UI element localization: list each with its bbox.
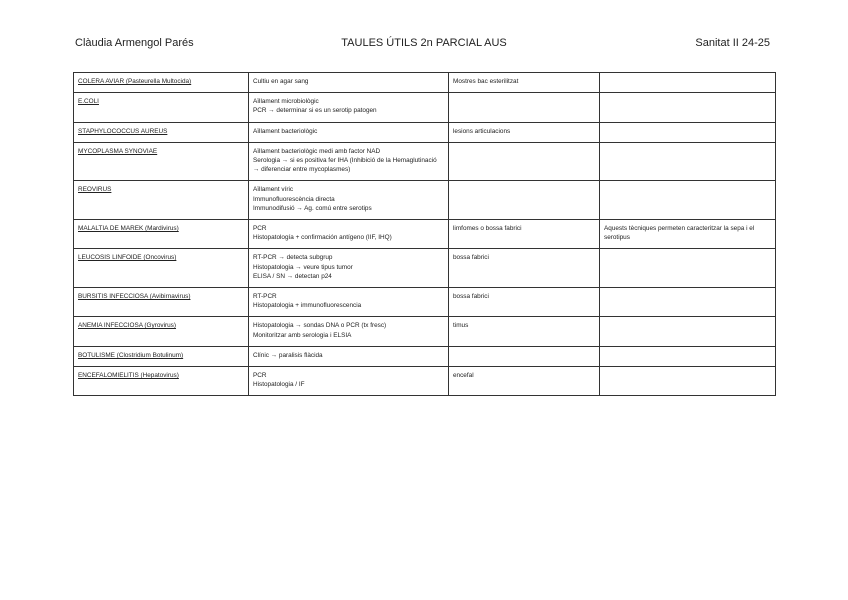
disease-name-cell: ANEMIA INFECCIOSA (Gyrovirus) [74,317,249,346]
note-cell [600,367,776,396]
disease-name-cell: BOTULISME (Clostridium Botulinum) [74,346,249,366]
note-cell [600,317,776,346]
disease-name-cell: COLERA AVIAR (Pasteurella Multocida) [74,73,249,93]
diagnosis-cell: PCR Histopatologia / IF [249,367,449,396]
table-row [74,220,776,249]
diagnosis-cell: Aïllament microbiològic PCR → determinar si es un serotip patogen [249,93,449,122]
note-cell [600,346,776,366]
header-course: Sanitat II 24-25 [695,37,770,49]
diagnosis-cell: Aïllament bacteriològic medi amb factor NAD Serologia → si es positiva fer IHA (Inhibició de la Hemaglutinació → diferenciar entre mycoplasmes) [249,142,449,181]
table-row [74,317,776,346]
sample-cell [449,93,600,122]
note-cell [600,181,776,220]
disease-name-cell: ENCEFALOMIELITIS (Hepatovirus) [74,367,249,396]
sample-cell [449,142,600,181]
disease-name-cell: REOVIRUS [74,181,249,220]
sample-cell: limfomes o bossa fabrici [449,220,600,249]
table-row [74,93,776,122]
disease-name-cell: MALALTIA DE MAREK (Mardivirus) [74,220,249,249]
diagnosis-cell: Clínic → paralisis flàcida [249,346,449,366]
sample-cell [449,181,600,220]
diagnosis-cell: Aïllament bacteriològic [249,122,449,142]
sample-cell: bossa fabrici [449,288,600,317]
note-cell [600,142,776,181]
table-row [74,346,776,366]
disease-name-cell: E.COLI [74,93,249,122]
diagnosis-cell: Histopatologia → sondas DNA o PCR (tx fresc) Monitoritzar amb serologia i ELSIA [249,317,449,346]
sample-cell: lesions articulacions [449,122,600,142]
table-body [74,73,776,396]
sample-cell: timus [449,317,600,346]
note-cell [600,73,776,93]
sample-cell: Mostres bac esterilitzat [449,73,600,93]
table-row [74,142,776,181]
note-cell [600,122,776,142]
note-cell: Aquests tècniques permeten caracteritzar la sepa i el serotipus [600,220,776,249]
table-row [74,181,776,220]
header-title: TAULES ÚTILS 2n PARCIAL AUS [341,37,507,49]
disease-name-cell: LEUCOSIS LINFOIDE (Oncovirus) [74,249,249,288]
disease-name-cell: STAPHYLOCOCCUS AUREUS [74,122,249,142]
sample-cell [449,346,600,366]
header-author: Clàudia Armengol Parés [75,37,194,49]
diagnosis-cell: Cultiu en agar sang [249,73,449,93]
diagnostics-table [73,72,776,396]
table-row [74,122,776,142]
note-cell [600,93,776,122]
sample-cell: bossa fabrici [449,249,600,288]
table-row [74,73,776,93]
note-cell [600,249,776,288]
diagnosis-cell: RT-PCR → detecta subgrup Histopatologia → veure tipus tumor ELISA / SN → detectan p24 [249,249,449,288]
disease-name-cell: BURSITIS INFECCIOSA (Avibirnavirus) [74,288,249,317]
table-row [74,367,776,396]
table-row [74,288,776,317]
diagnosis-cell: PCR Histopatología + confirmación antígeno (IIF, IHQ) [249,220,449,249]
note-cell [600,288,776,317]
table-row [74,249,776,288]
sample-cell: encefal [449,367,600,396]
diagnosis-cell: RT-PCR Histopatologia + immunofluorescencia [249,288,449,317]
disease-name-cell: MYCOPLASMA SYNOVIAE [74,142,249,181]
diagnosis-cell: Aïllament víric Immunofluorescència directa Immunodifusió → Ag. comú entre serotips [249,181,449,220]
